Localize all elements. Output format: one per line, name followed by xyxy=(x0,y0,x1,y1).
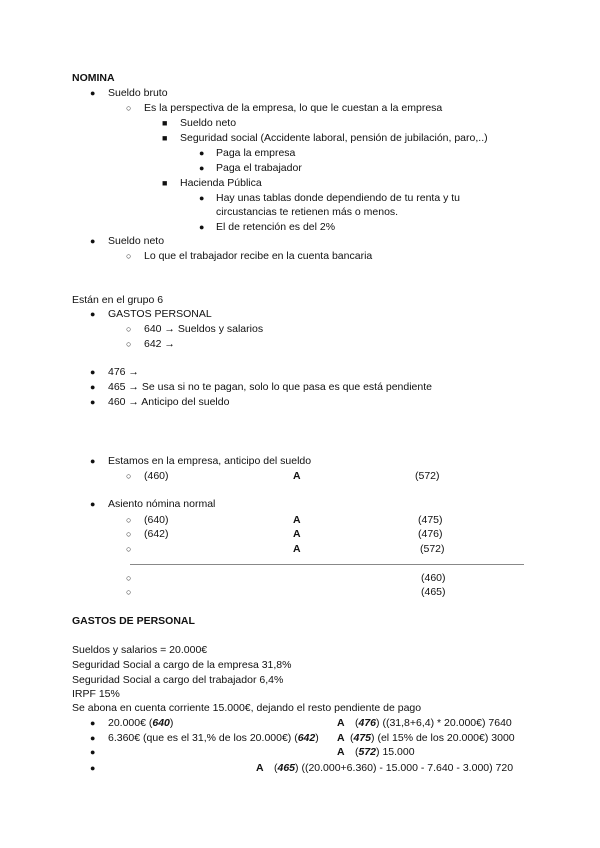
calc-a: A xyxy=(337,717,345,729)
bullet-disc: ● xyxy=(90,309,96,319)
entry-debit: (640) xyxy=(144,514,169,526)
calc-text: ) ((31,8+6,4) * 20.000€) 7640 xyxy=(376,717,512,729)
calc-text: ) xyxy=(169,717,174,729)
paragraph: Están en el grupo 6 xyxy=(72,294,164,306)
calc-right xyxy=(274,762,513,775)
bullet-disc: ● xyxy=(199,163,205,173)
bullet-circle: ○ xyxy=(126,573,132,583)
list-item: 460 → Anticipo del sueldo xyxy=(108,396,230,408)
calc-text: ) 15.000 xyxy=(376,746,415,758)
calc-account: 465 xyxy=(277,762,296,774)
calc-right xyxy=(355,746,415,759)
bullet-disc: ● xyxy=(90,367,96,377)
entry-a: A xyxy=(293,543,301,555)
list-item: GASTOS PERSONAL xyxy=(108,308,212,320)
bullet-disc: ● xyxy=(90,499,96,509)
calc-text: 20.000€ ( xyxy=(108,717,153,729)
paragraph: Seguridad Social a cargo de la empresa 31,8% xyxy=(72,659,292,671)
calc-a: A xyxy=(256,762,264,774)
list-item: 642 → xyxy=(144,338,175,350)
section-title-nomina: NOMINA xyxy=(72,72,115,84)
bullet-disc: ● xyxy=(90,88,96,98)
bullet-square: ■ xyxy=(162,178,168,188)
entry-credit: (476) xyxy=(418,528,443,540)
list-item: 640 → Sueldos y salarios xyxy=(144,323,264,335)
list-item: El de retención es del 2% xyxy=(216,221,336,233)
entry-debit: (642) xyxy=(144,528,169,540)
calc-right xyxy=(355,717,512,730)
list-item: Sueldo bruto xyxy=(108,87,168,99)
bullet-circle: ○ xyxy=(126,103,132,113)
entry-credit: (465) xyxy=(421,586,446,598)
calc-a: A xyxy=(337,746,345,758)
entry-a: A xyxy=(293,528,301,540)
list-item: Paga el trabajador xyxy=(216,162,302,174)
entry-credit: (460) xyxy=(421,572,446,584)
calc-account: 572 xyxy=(358,746,377,758)
list-item: Sueldo neto xyxy=(108,235,165,247)
calc-text: ( xyxy=(350,732,354,744)
calc-text: ( xyxy=(355,746,359,758)
entry-a: A xyxy=(293,514,301,526)
list-item: Paga la empresa xyxy=(216,147,296,159)
calc-text: ( xyxy=(274,762,278,774)
list-item-continuation: circustancias te retienen más o menos. xyxy=(216,206,399,218)
bullet-circle: ○ xyxy=(126,544,132,554)
calc-left xyxy=(108,717,173,730)
list-item: Sueldo neto xyxy=(180,117,237,129)
calc-text: ) (el 15% de los 20.000€) 3000 xyxy=(371,732,515,744)
calc-left xyxy=(108,732,319,745)
bullet-disc: ● xyxy=(90,236,96,246)
bullet-disc: ● xyxy=(90,747,96,757)
bullet-circle: ○ xyxy=(126,587,132,597)
entry-credit: (475) xyxy=(418,514,443,526)
section-title-gastos: GASTOS DE PERSONAL xyxy=(72,615,195,627)
paragraph: Sueldos y salarios = 20.000€ xyxy=(72,644,208,656)
calc-text: ( xyxy=(355,717,359,729)
bullet-circle: ○ xyxy=(126,471,132,481)
list-item: 465 → Se usa si no te pagan, solo lo que pasa es que está pendiente xyxy=(108,381,432,393)
list-item: Seguridad social (Accidente laboral, pensión de jubilación, paro,..) xyxy=(180,132,488,144)
bullet-disc: ● xyxy=(90,733,96,743)
paragraph: Seguridad Social a cargo del trabajador 6,4% xyxy=(72,674,284,686)
calc-account: 640 xyxy=(152,717,170,729)
entry-debit: (460) xyxy=(144,470,169,482)
list-item: 476 → xyxy=(108,366,139,378)
paragraph: IRPF 15% xyxy=(72,688,120,700)
calc-text: ) xyxy=(315,732,319,744)
calc-text: 6.360€ (que es el 31,% de los 20.000€) ( xyxy=(108,732,298,744)
bullet-disc: ● xyxy=(199,148,205,158)
list-item: Asiento nómina normal xyxy=(108,498,216,510)
list-item: Es la perspectiva de la empresa, lo que le cuestan a la empresa xyxy=(144,102,443,114)
list-item: Hay unas tablas donde dependiendo de tu renta y tu xyxy=(216,192,461,204)
calc-right xyxy=(350,732,515,745)
list-item: Estamos en la empresa, anticipo del sueldo xyxy=(108,455,312,467)
bullet-circle: ○ xyxy=(126,339,132,349)
bullet-circle: ○ xyxy=(126,324,132,334)
bullet-circle: ○ xyxy=(126,529,132,539)
calc-account: 475 xyxy=(353,732,372,744)
bullet-disc: ● xyxy=(199,193,205,203)
bullet-disc: ● xyxy=(90,382,96,392)
bullet-disc: ● xyxy=(90,456,96,466)
bullet-circle: ○ xyxy=(126,251,132,261)
paragraph: Se abona en cuenta corriente 15.000€, dejando el resto pendiente de pago xyxy=(72,702,422,714)
list-item: Lo que el trabajador recibe en la cuenta bancaria xyxy=(144,250,373,262)
list-item: Hacienda Pública xyxy=(180,177,262,189)
bullet-circle: ○ xyxy=(126,515,132,525)
entry-a: A xyxy=(293,470,301,482)
calc-account: 476 xyxy=(358,717,377,729)
calc-text: ) ((20.000+6.360) - 15.000 - 7.640 - 3.000) 720 xyxy=(295,762,514,774)
divider-line xyxy=(130,564,524,565)
calc-a: A xyxy=(337,732,345,744)
bullet-disc: ● xyxy=(90,718,96,728)
bullet-square: ■ xyxy=(162,133,168,143)
bullet-square: ■ xyxy=(162,118,168,128)
calc-account: 642 xyxy=(297,732,316,744)
entry-credit: (572) xyxy=(420,543,445,555)
entry-credit: (572) xyxy=(415,470,440,482)
bullet-disc: ● xyxy=(199,222,205,232)
bullet-disc: ● xyxy=(90,397,96,407)
bullet-disc: ● xyxy=(90,763,96,773)
